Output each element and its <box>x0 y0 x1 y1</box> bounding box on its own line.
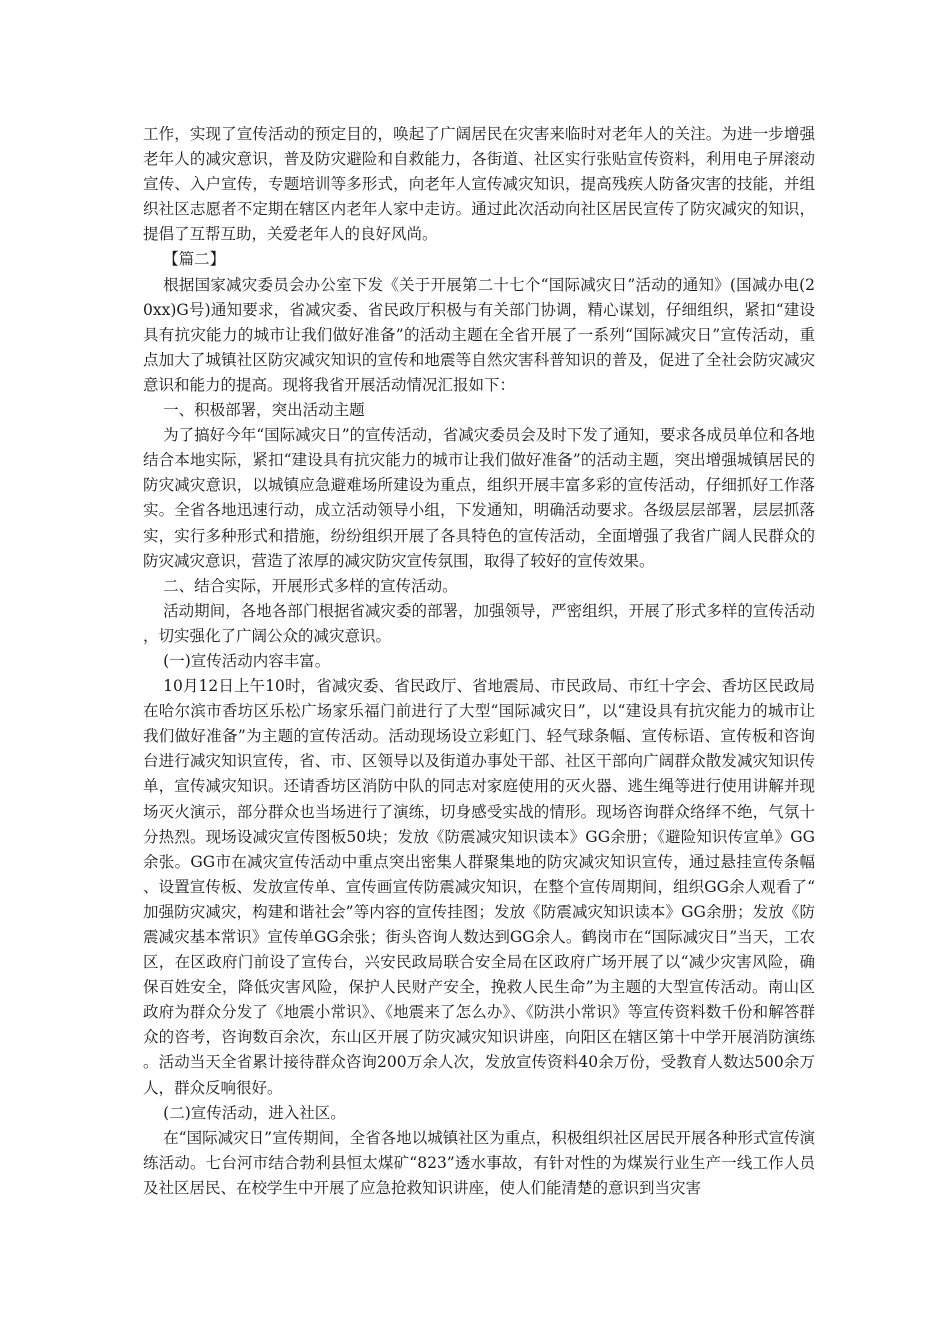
document-body <box>143 122 815 1201</box>
paragraph-intro: 根据国家减灾委员会办公室下发《关于开展第二十七个“国际减灾日”活动的通知》(国减办电(20xx)G号)通知要求，省减灾委、省民政厅积极与有关部门协调，精心谋划，仔细组织，紧扣“建设具有抗灾能力的城市让我们做好准备”的活动主题在全省开展了一系列“国际减灾日”宣传活动，重点加大了城镇社区防灾减灾知识的宣传和地震等自然灾害科普知识的普及，促进了全社会防灾减灾意识和能力的提高。现将我省开展活动情况汇报如下： <box>143 275 815 394</box>
paragraph-activities: 活动期间，各地各部门根据省减灾委的部署，加强领导，严密组织，开展了形式多样的宣传活动，切实强化了广阔公众的减灾意识。 <box>143 601 815 645</box>
subheading-content-rich: (一)宣传活动内容丰富。 <box>163 651 331 670</box>
subheading-community: (二)宣传活动，进入社区。 <box>163 1103 346 1122</box>
paragraph-community: 在“国际减灾日”宣传期间，全省各地以城镇社区为重点，积极组织社区居民开展各种形式宣传演练活动。七台河市结合勃利县恒太煤矿“823”透水事故，有针对性的为煤炭行业生产一线工作人员及社区居民、在校学生中开展了应急抢救知识讲座，使人们能清楚的意识到当灾害 <box>143 1128 815 1197</box>
paragraph-continuation: 工作，实现了宣传活动的预定目的，唤起了广阔居民在灾害来临时对老年人的关注。为进一步增强老年人的减灾意识，普及防灾避险和自救能力，各街道、社区实行张贴宣传资料，利用电子屏滚动宣传、入户宣传，专题培训等多形式，向老年人宣传减灾知识，提高残疾人防备灾害的技能，并组织社区志愿者不定期在辖区内老年人家中走访。通过此次活动向社区居民宣传了防灾减灾的知识，提倡了互帮互助，关爱老年人的良好风尚。 <box>143 125 815 244</box>
heading-activities: 二、结合实际，开展形式多样的宣传活动。 <box>163 576 458 595</box>
section-heading-part-two: 【篇二】 <box>163 250 226 269</box>
paragraph-oct12-event: 10月12日上午10时，省减灾委、省民政厅、省地震局、市民政局、市红十字会、香坊区民政局在哈尔滨市香坊区乐松广场家乐福门前进行了大型“国际减灾日”，以“建设具有抗灾能力的城市让我们做好准备”为主题的宣传活动。活动现场设立彩虹门、轻气球条幅、宣传标语、宣传板和咨询台进行减灾知识宣传，省、市、区领导以及街道办事处干部、社区干部向广阔群众散发减灾知识传单，宣传减灾知识。还请香坊区消防中队的同志对家庭使用的灭火器、逃生绳等进行使用讲解并现场灭火演示，部分群众也当场进行了演练，切身感受实战的情形。现场咨询群众络绎不绝，气氛十分热烈。现场设减灾宣传图板50块；发放《防震减灾知识读本》GG余册；《避险知识传宣单》GG余张。GG市在减灾宣传活动中重点突出密集人群聚集地的防灾减灾知识宣传，通过悬挂宣传条幅、设置宣传板、发放宣传单、宣传画宣传防震减灾知识，在整个宣传周期间，组织GG余人观看了“加强防灾减灾，构建和谐社会”等内容的宣传挂图；发放《防震减灾知识读本》GG余册；发放《防震减灾基本常识》宣传单GG余张；街头咨询人数达到GG余人。鹤岗市在“国际减灾日”当天，工农区，在区政府门前设了宣传台，兴安民政局联合安全局在区政府广场开展了以“减少灾害风险，确保百姓安全，降低灾害风险，保护人民财产安全，挽救人民生命”为主题的大型宣传活动。南山区政府为群众分发了《地震小常识》、《地震来了怎么办》、《防洪小常识》等宣传资料数千份和解答群众的咨考，咨询数百余次，东山区开展了防灾减灾知识讲座，向阳区在辖区第十中学开展消防演练。活动当天全省累计接待群众咨询200万余人次，发放宣传资料40余万份，受教育人数达500余万人，群众反响很好。 <box>143 677 815 1097</box>
heading-deploy: 一、积极部署，突出活动主题 <box>163 401 365 420</box>
paragraph-deploy: 为了搞好今年“国际减灾日”的宣传活动，省减灾委员会及时下发了通知，要求各成员单位和各地结合本地实际，紧扣“建设具有抗灾能力的城市让我们做好准备”的活动主题，突出增强城镇居民的防灾减灾意识，以城镇应急避难场所建设为重点，组织开展丰富多彩的宣传活动，仔细抓好工作落实。全省各地迅速行动，成立活动领导小组，下发通知，明确活动要求。各级层层部署，层层抓落实，实行多种形式和措施，纷纷组织开展了各具特色的宣传活动，全面增强了我省广阔人民群众的防灾减灾意识，营造了浓厚的减灾防灾宣传氛围，取得了较好的宣传效果。 <box>143 426 815 570</box>
